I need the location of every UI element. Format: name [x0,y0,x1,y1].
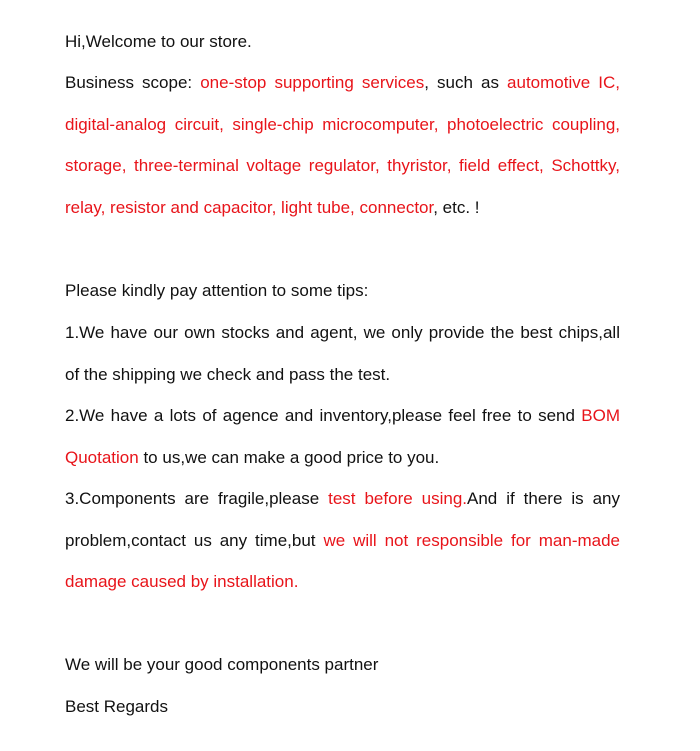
tip-run: 1.We have our own stocks and agent, we only provide the best chips,all of the shipping we check and pass the test. [65,323,620,384]
closing-line: We will be your good components partner [65,655,379,674]
tip-run: And if there is any problem,contact us any time,but [65,489,620,550]
business-scope-run: Business scope: [65,73,201,92]
business-scope-run: automotive IC, digital-analog circuit, single-chip microcomputer, photoelectric coupling, storage, three-terminal voltage regulator, thyristor, field effect, Schottky, relay, resistor and capacitor, light tube, connector [65,73,620,217]
tip-item [65,478,620,603]
tip-run: 3.Components are fragile,please [65,489,329,508]
greeting-line: Hi,Welcome to our store. [65,32,252,51]
tip-run: to us,we can make a good price to you. [138,447,440,467]
business-scope-run: one-stop supporting services [200,73,425,92]
business-scope-run: , such as [424,73,508,92]
tip-run: BOM Quotation [65,406,620,467]
business-scope-run: , etc. ! [433,197,480,217]
tips-intro: Please kindly pay attention to some tips: [65,281,369,300]
business-scope-paragraph [65,62,620,228]
tip-item [65,395,620,478]
tip-item [65,312,620,395]
tip-run: test before using. [328,489,467,508]
sign-off: Best Regards [65,697,168,716]
tip-run: 2.We have a lots of agence and inventory,please feel free to send [65,406,582,425]
tip-run: we will not responsible for man-made damage caused by installation. [65,530,620,592]
